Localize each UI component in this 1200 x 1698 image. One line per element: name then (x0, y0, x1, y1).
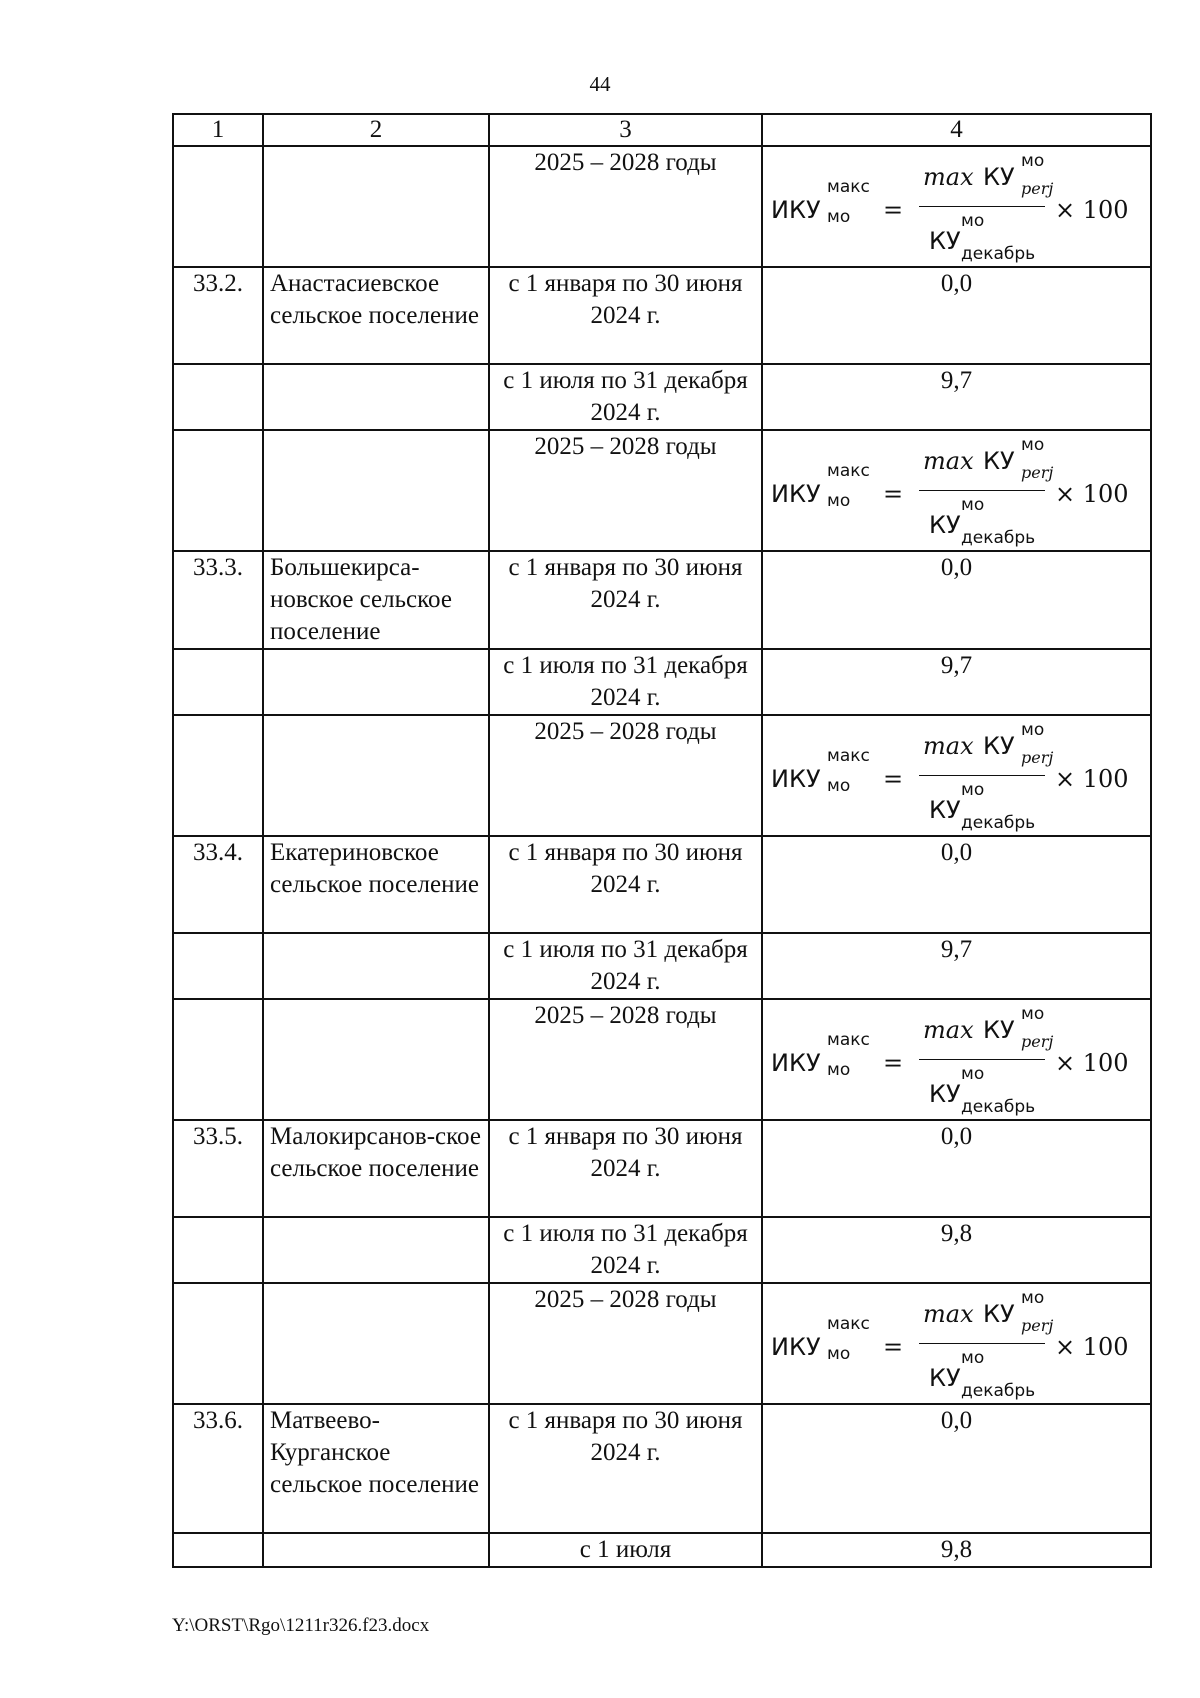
settlement-name-cell (263, 649, 489, 715)
item-number-cell (173, 430, 263, 551)
formula-denominator-subscript: декабрь (961, 1381, 1036, 1401)
index-formula-cell (762, 715, 1151, 836)
index-formula-cell (762, 146, 1151, 267)
formula-numerator: КУ (983, 163, 1015, 191)
formula-equals-sign: = (883, 765, 904, 793)
formula-lhs: ИКУ (771, 196, 821, 224)
column-header-3: 3 (489, 114, 762, 146)
index-value-cell: 0,0 (762, 836, 1151, 933)
table-row (173, 649, 1151, 715)
formula-numerator: КУ (983, 732, 1015, 760)
formula-max-operator: max (923, 732, 974, 760)
period-cell: с 1 января по 30 июня 2024 г. (489, 551, 762, 649)
formula-lhs-subscript: мо (827, 776, 851, 796)
formula-multiplier: × 100 (1055, 765, 1129, 793)
tariff-table (172, 113, 1152, 1568)
formula-max-operator: max (923, 1016, 974, 1044)
item-number-cell: 33.3. (173, 551, 263, 649)
index-value-cell: 9,8 (762, 1217, 1151, 1283)
item-number-cell (173, 364, 263, 430)
table-row (173, 1404, 1151, 1533)
formula-max-operator: max (923, 1300, 974, 1328)
formula-denominator: КУ (929, 1080, 961, 1108)
period-cell: с 1 января по 30 июня 2024 г. (489, 1404, 762, 1533)
table-row (173, 430, 1151, 551)
settlement-name-cell (263, 1217, 489, 1283)
settlement-name-cell (263, 430, 489, 551)
formula-equals-sign: = (883, 1333, 904, 1361)
formula-equals-sign: = (883, 1049, 904, 1077)
item-number-cell (173, 715, 263, 836)
period-cell: 2025 – 2028 годы (489, 715, 762, 836)
item-number-cell (173, 933, 263, 999)
formula-multiplier: × 100 (1055, 1049, 1129, 1077)
table-row (173, 836, 1151, 933)
index-value-cell: 9,7 (762, 649, 1151, 715)
formula-denominator-subscript: декабрь (961, 813, 1036, 833)
formula-numerator: КУ (983, 447, 1015, 475)
capacity-index-formula (771, 151, 1131, 264)
formula-numerator-superscript: мо (1021, 1288, 1045, 1308)
formula-denominator-subscript: декабрь (961, 1097, 1036, 1117)
formula-numerator-subscript: perj (1021, 463, 1054, 482)
item-number-cell: 33.2. (173, 267, 263, 364)
item-number-cell: 33.4. (173, 836, 263, 933)
period-cell: с 1 июля по 31 декабря 2024 г. (489, 1217, 762, 1283)
formula-max-operator: max (923, 163, 974, 191)
formula-denominator-superscript: мо (961, 1064, 985, 1084)
table-row (173, 715, 1151, 836)
formula-equals-sign: = (883, 196, 904, 224)
formula-numerator-subscript: perj (1021, 1316, 1054, 1335)
table-header-row (173, 114, 1151, 146)
index-value-cell: 9,7 (762, 364, 1151, 430)
settlement-name-cell: Екатериновское сельское поселение (263, 836, 489, 933)
period-cell: с 1 июля (489, 1533, 762, 1567)
formula-lhs-superscript: макс (827, 1030, 870, 1050)
item-number-cell (173, 146, 263, 267)
settlement-name-cell (263, 999, 489, 1120)
formula-lhs: ИКУ (771, 765, 821, 793)
formula-lhs-subscript: мо (827, 1344, 851, 1364)
index-formula-cell (762, 1283, 1151, 1404)
formula-equals-sign: = (883, 480, 904, 508)
formula-fraction-bar (919, 1343, 1045, 1344)
period-cell: 2025 – 2028 годы (489, 146, 762, 267)
formula-lhs-superscript: макс (827, 461, 870, 481)
item-number-cell (173, 1283, 263, 1404)
period-cell: 2025 – 2028 годы (489, 430, 762, 551)
formula-numerator-superscript: мо (1021, 435, 1045, 455)
table-row (173, 146, 1151, 267)
formula-numerator-subscript: perj (1021, 179, 1054, 198)
formula-lhs-subscript: мо (827, 491, 851, 511)
index-formula-cell (762, 999, 1151, 1120)
formula-denominator-superscript: мо (961, 211, 985, 231)
formula-fraction-bar (919, 206, 1045, 207)
formula-numerator: КУ (983, 1016, 1015, 1044)
column-header-2: 2 (263, 114, 489, 146)
settlement-name-cell (263, 1533, 489, 1567)
table-row (173, 933, 1151, 999)
capacity-index-formula (771, 1288, 1131, 1401)
item-number-cell (173, 649, 263, 715)
table-row (173, 1533, 1151, 1567)
period-cell: с 1 января по 30 июня 2024 г. (489, 267, 762, 364)
formula-denominator: КУ (929, 227, 961, 255)
formula-numerator: КУ (983, 1300, 1015, 1328)
formula-lhs: ИКУ (771, 480, 821, 508)
table-body (173, 114, 1151, 1567)
table-row (173, 1120, 1151, 1217)
formula-denominator: КУ (929, 796, 961, 824)
item-number-cell (173, 1217, 263, 1283)
formula-lhs-superscript: макс (827, 746, 870, 766)
formula-numerator-superscript: мо (1021, 1004, 1045, 1024)
formula-lhs-superscript: макс (827, 177, 870, 197)
formula-denominator: КУ (929, 1364, 961, 1392)
settlement-name-cell (263, 1283, 489, 1404)
formula-denominator-superscript: мо (961, 1348, 985, 1368)
period-cell: с 1 июля по 31 декабря 2024 г. (489, 933, 762, 999)
column-header-4: 4 (762, 114, 1151, 146)
formula-max-operator: max (923, 447, 974, 475)
index-value-cell: 9,7 (762, 933, 1151, 999)
formula-denominator-subscript: декабрь (961, 528, 1036, 548)
table-row (173, 999, 1151, 1120)
formula-fraction-bar (919, 775, 1045, 776)
formula-lhs-superscript: макс (827, 1314, 870, 1334)
item-number-cell (173, 999, 263, 1120)
formula-lhs: ИКУ (771, 1049, 821, 1077)
table-row (173, 1217, 1151, 1283)
formula-denominator-subscript: декабрь (961, 244, 1036, 264)
capacity-index-formula (771, 435, 1131, 548)
settlement-name-cell (263, 715, 489, 836)
period-cell: с 1 января по 30 июня 2024 г. (489, 1120, 762, 1217)
table-row (173, 551, 1151, 649)
table-row (173, 267, 1151, 364)
settlement-name-cell (263, 933, 489, 999)
index-value-cell: 0,0 (762, 551, 1151, 649)
formula-denominator-superscript: мо (961, 780, 985, 800)
formula-fraction-bar (919, 1059, 1045, 1060)
formula-lhs-subscript: мо (827, 1060, 851, 1080)
formula-numerator-subscript: perj (1021, 748, 1054, 767)
formula-multiplier: × 100 (1055, 1333, 1129, 1361)
settlement-name-cell: Анастасиевское сельское поселение (263, 267, 489, 364)
settlement-name-cell (263, 146, 489, 267)
formula-denominator: КУ (929, 511, 961, 539)
period-cell: с 1 июля по 31 декабря 2024 г. (489, 649, 762, 715)
period-cell: 2025 – 2028 годы (489, 999, 762, 1120)
index-formula-cell (762, 430, 1151, 551)
index-value-cell: 0,0 (762, 267, 1151, 364)
period-cell: 2025 – 2028 годы (489, 1283, 762, 1404)
formula-multiplier: × 100 (1055, 196, 1129, 224)
item-number-cell: 33.5. (173, 1120, 263, 1217)
table-row (173, 364, 1151, 430)
index-value-cell: 0,0 (762, 1404, 1151, 1533)
column-header-1: 1 (173, 114, 263, 146)
table-row (173, 1283, 1151, 1404)
index-value-cell: 0,0 (762, 1120, 1151, 1217)
formula-numerator-subscript: perj (1021, 1032, 1054, 1051)
formula-numerator-superscript: мо (1021, 720, 1045, 740)
period-cell: с 1 июля по 31 декабря 2024 г. (489, 364, 762, 430)
item-number-cell (173, 1533, 263, 1567)
item-number-cell: 33.6. (173, 1404, 263, 1533)
settlement-name-cell: Матвеево-Курганское сельское поселение (263, 1404, 489, 1533)
formula-fraction-bar (919, 490, 1045, 491)
page-number: 44 (589, 72, 611, 96)
footer-file-path: Y:\ORST\Rgo\1211r326.f23.docx (172, 1615, 430, 1636)
settlement-name-cell (263, 364, 489, 430)
formula-numerator-superscript: мо (1021, 151, 1045, 171)
settlement-name-cell: Большекирса-новское сельское поселение (263, 551, 489, 649)
capacity-index-formula (771, 720, 1131, 833)
formula-denominator-superscript: мо (961, 495, 985, 515)
index-value-cell: 9,8 (762, 1533, 1151, 1567)
formula-lhs: ИКУ (771, 1333, 821, 1361)
formula-lhs-subscript: мо (827, 207, 851, 227)
formula-multiplier: × 100 (1055, 480, 1129, 508)
settlement-name-cell: Малокирсанов-ское сельское поселение (263, 1120, 489, 1217)
capacity-index-formula (771, 1004, 1131, 1117)
period-cell: с 1 января по 30 июня 2024 г. (489, 836, 762, 933)
